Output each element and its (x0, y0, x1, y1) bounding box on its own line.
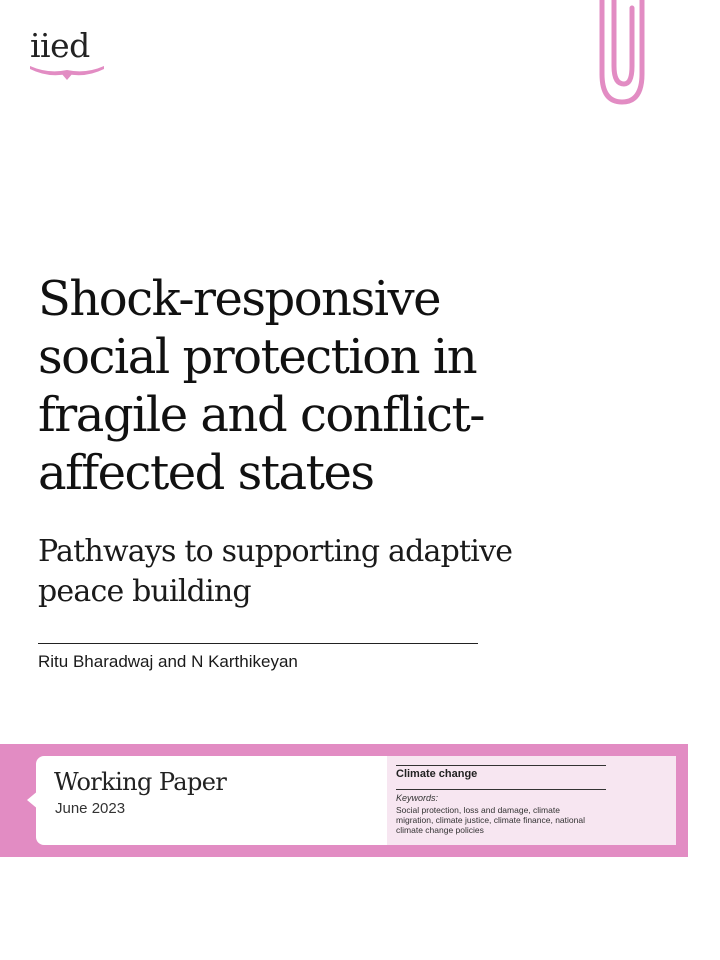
publication-date: June 2023 (55, 800, 126, 817)
title-line: social protection in (38, 329, 477, 385)
document-title (38, 270, 598, 502)
speech-notch-icon (27, 790, 39, 810)
subtitle-line: peace building (38, 574, 251, 609)
subtitle-line: Pathways to supporting adaptive (38, 534, 513, 569)
author-divider (38, 643, 478, 644)
title-line: fragile and conflict- (38, 387, 484, 443)
keywords-line: migration, climate justice, climate finance, national (396, 815, 585, 825)
keywords-line: climate change policies (396, 825, 484, 835)
keywords-label: Keywords: (396, 793, 439, 803)
document-subtitle (38, 532, 598, 612)
logo-wordmark: iied (30, 26, 90, 65)
publication-type: Working Paper (54, 768, 227, 796)
iied-smile-icon (28, 62, 106, 82)
metadata-divider (396, 789, 606, 790)
title-line: Shock-responsive (38, 271, 441, 327)
metadata-divider (396, 765, 606, 766)
keywords-line: Social protection, loss and damage, climate (396, 805, 560, 815)
publication-theme: Climate change (396, 768, 478, 780)
author-names: Ritu Bharadwaj and N Karthikeyan (38, 652, 298, 671)
keywords-list (396, 805, 616, 835)
title-line: affected states (38, 445, 374, 501)
paperclip-icon (580, 0, 660, 112)
iied-logo (28, 26, 108, 82)
